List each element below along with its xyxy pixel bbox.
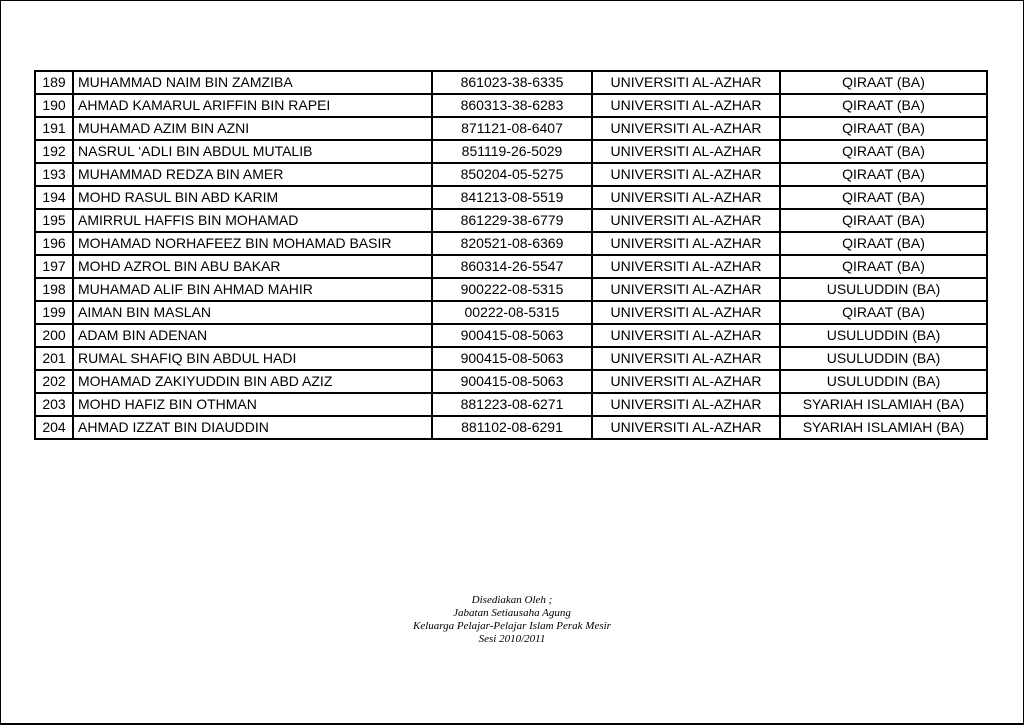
student-name: MOHD AZROL BIN ABU BAKAR [73, 255, 432, 278]
row-number: 195 [35, 209, 73, 232]
ic-number: 841213-08-5519 [432, 186, 592, 209]
student-name: ADAM BIN ADENAN [73, 324, 432, 347]
row-number: 204 [35, 416, 73, 439]
table-row [35, 255, 987, 278]
table-row [35, 163, 987, 186]
ic-number: 881223-08-6271 [432, 393, 592, 416]
table-row [35, 140, 987, 163]
university-name: UNIVERSITI AL-AZHAR [592, 163, 780, 186]
ic-number: 820521-08-6369 [432, 232, 592, 255]
ic-number: 900415-08-5063 [432, 324, 592, 347]
student-name: NASRUL ‘ADLI BIN ABDUL MUTALIB [73, 140, 432, 163]
university-name: UNIVERSITI AL-AZHAR [592, 301, 780, 324]
course-name: USULUDDIN (BA) [780, 347, 987, 370]
row-number: 198 [35, 278, 73, 301]
student-name: MUHAMAD AZIM BIN AZNI [73, 117, 432, 140]
student-name: AIMAN BIN MASLAN [73, 301, 432, 324]
student-name: MOHAMAD ZAKIYUDDIN BIN ABD AZIZ [73, 370, 432, 393]
ic-number: 850204-05-5275 [432, 163, 592, 186]
row-number: 190 [35, 94, 73, 117]
course-name: QIRAAT (BA) [780, 301, 987, 324]
ic-number: 881102-08-6291 [432, 416, 592, 439]
table-row [35, 209, 987, 232]
table-row [35, 301, 987, 324]
department-name: Jabatan Setiausaha Agung [453, 607, 571, 619]
course-name: QIRAAT (BA) [780, 71, 987, 94]
ic-number: 900222-08-5315 [432, 278, 592, 301]
course-name: QIRAAT (BA) [780, 163, 987, 186]
university-name: UNIVERSITI AL-AZHAR [592, 140, 780, 163]
course-name: QIRAAT (BA) [780, 186, 987, 209]
ic-number: 900415-08-5063 [432, 347, 592, 370]
table-row [35, 117, 987, 140]
university-name: UNIVERSITI AL-AZHAR [592, 232, 780, 255]
university-name: UNIVERSITI AL-AZHAR [592, 255, 780, 278]
student-name: MOHD HAFIZ BIN OTHMAN [73, 393, 432, 416]
student-name: RUMAL SHAFIQ BIN ABDUL HADI [73, 347, 432, 370]
university-name: UNIVERSITI AL-AZHAR [592, 416, 780, 439]
student-name: AMIRRUL HAFFIS BIN MOHAMAD [73, 209, 432, 232]
student-name: AHMAD IZZAT BIN DIAUDDIN [73, 416, 432, 439]
university-name: UNIVERSITI AL-AZHAR [592, 209, 780, 232]
university-name: UNIVERSITI AL-AZHAR [592, 186, 780, 209]
ic-number: 861229-38-6779 [432, 209, 592, 232]
course-name: QIRAAT (BA) [780, 232, 987, 255]
course-name: QIRAAT (BA) [780, 209, 987, 232]
row-number: 192 [35, 140, 73, 163]
student-name: MOHAMAD NORHAFEEZ BIN MOHAMAD BASIR [73, 232, 432, 255]
course-name: USULUDDIN (BA) [780, 324, 987, 347]
table-row [35, 416, 987, 439]
course-name: QIRAAT (BA) [780, 140, 987, 163]
row-number: 199 [35, 301, 73, 324]
table-row [35, 186, 987, 209]
student-name: MOHD RASUL BIN ABD KARIM [73, 186, 432, 209]
ic-number: 851119-26-5029 [432, 140, 592, 163]
course-name: QIRAAT (BA) [780, 117, 987, 140]
footer-note [0, 594, 1024, 646]
table-row [35, 94, 987, 117]
university-name: UNIVERSITI AL-AZHAR [592, 94, 780, 117]
organization-name: Keluarga Pelajar-Pelajar Islam Perak Mesir [413, 620, 611, 632]
row-number: 202 [35, 370, 73, 393]
university-name: UNIVERSITI AL-AZHAR [592, 324, 780, 347]
student-name: MUHAMAD ALIF BIN AHMAD MAHIR [73, 278, 432, 301]
row-number: 196 [35, 232, 73, 255]
course-name: USULUDDIN (BA) [780, 370, 987, 393]
course-name: QIRAAT (BA) [780, 94, 987, 117]
table-row [35, 393, 987, 416]
university-name: UNIVERSITI AL-AZHAR [592, 347, 780, 370]
row-number: 191 [35, 117, 73, 140]
student-name: MUHAMMAD REDZA BIN AMER [73, 163, 432, 186]
row-number: 194 [35, 186, 73, 209]
row-number: 189 [35, 71, 73, 94]
table-row [35, 347, 987, 370]
session-label: Sesi 2010/2011 [478, 633, 546, 645]
course-name: SYARIAH ISLAMIAH (BA) [780, 416, 987, 439]
table-row [35, 324, 987, 347]
table-row [35, 278, 987, 301]
roster-body [35, 71, 987, 439]
table-row [35, 370, 987, 393]
ic-number: 861023-38-6335 [432, 71, 592, 94]
student-name: AHMAD KAMARUL ARIFFIN BIN RAPEI [73, 94, 432, 117]
university-name: UNIVERSITI AL-AZHAR [592, 117, 780, 140]
ic-number: 860314-26-5547 [432, 255, 592, 278]
row-number: 193 [35, 163, 73, 186]
ic-number: 900415-08-5063 [432, 370, 592, 393]
course-name: QIRAAT (BA) [780, 255, 987, 278]
university-name: UNIVERSITI AL-AZHAR [592, 278, 780, 301]
course-name: USULUDDIN (BA) [780, 278, 987, 301]
ic-number: 871121-08-6407 [432, 117, 592, 140]
table-row [35, 71, 987, 94]
student-roster-table [34, 70, 988, 440]
prepared-by-label: Disediakan Oleh ; [471, 594, 553, 606]
table-row [35, 232, 987, 255]
row-number: 203 [35, 393, 73, 416]
course-name: SYARIAH ISLAMIAH (BA) [780, 393, 987, 416]
university-name: UNIVERSITI AL-AZHAR [592, 393, 780, 416]
row-number: 197 [35, 255, 73, 278]
university-name: UNIVERSITI AL-AZHAR [592, 370, 780, 393]
ic-number: 860313-38-6283 [432, 94, 592, 117]
row-number: 200 [35, 324, 73, 347]
university-name: UNIVERSITI AL-AZHAR [592, 71, 780, 94]
student-name: MUHAMMAD NAIM BIN ZAMZIBA [73, 71, 432, 94]
row-number: 201 [35, 347, 73, 370]
ic-number: 00222-08-5315 [432, 301, 592, 324]
